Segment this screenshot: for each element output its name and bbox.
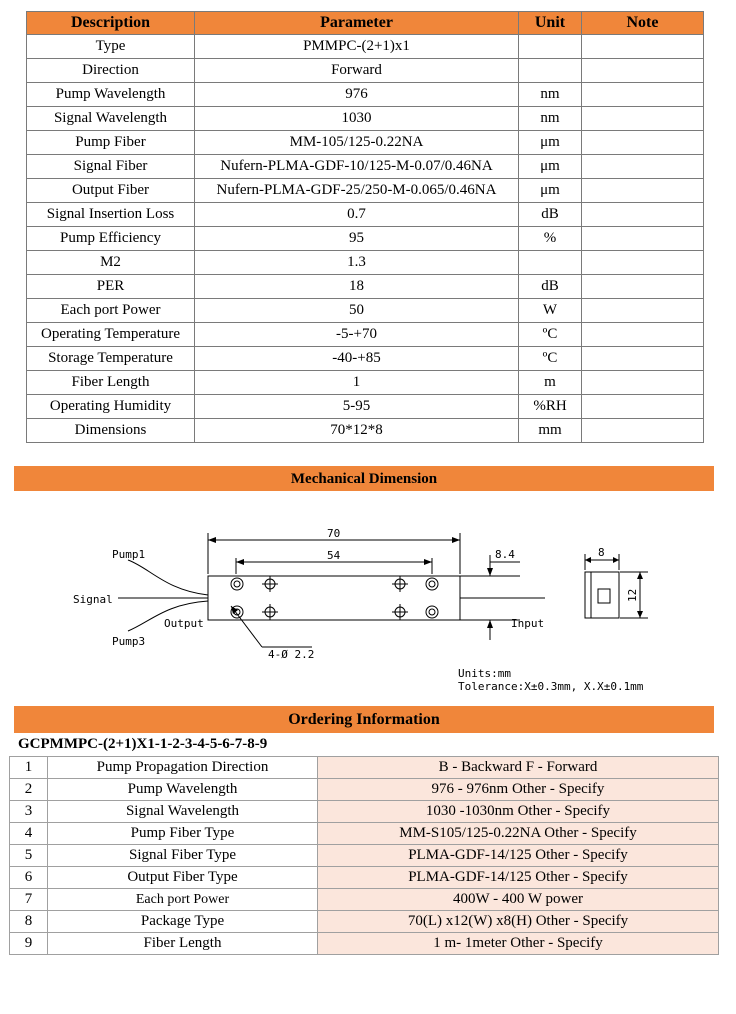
ordering-number-cell: 4 [10, 823, 48, 845]
spec-note-cell [582, 155, 704, 179]
spec-row [27, 323, 704, 347]
ordering-number-cell: 1 [10, 757, 48, 779]
spec-description-cell: Type [27, 35, 195, 59]
holes-label: 4-Ø 2.2 [268, 648, 315, 661]
spec-note-cell [582, 179, 704, 203]
dim-54-label: 54 [327, 549, 341, 562]
spec-parameter-cell: -5-+70 [195, 323, 519, 347]
spec-row [27, 275, 704, 299]
spec-parameter-cell: 1030 [195, 107, 519, 131]
spec-parameter-cell: 95 [195, 227, 519, 251]
spec-note-cell [582, 371, 704, 395]
ordering-value-cell: 400W - 400 W power [318, 889, 719, 911]
spec-row [27, 347, 704, 371]
ordering-name-cell: Signal Wavelength [48, 801, 318, 823]
ordering-name-cell: Pump Fiber Type [48, 823, 318, 845]
spec-note-cell [582, 59, 704, 83]
ordering-row [10, 889, 719, 911]
ordering-value-cell: PLMA-GDF-14/125 Other - Specify [318, 867, 719, 889]
spec-unit-cell [519, 251, 582, 275]
ordering-value-cell: 1030 -1030nm Other - Specify [318, 801, 719, 823]
spec-description-cell: Operating Temperature [27, 323, 195, 347]
spec-unit-cell: dB [519, 275, 582, 299]
pump3-label: Pump3 [112, 635, 146, 648]
spec-description-cell: Fiber Length [27, 371, 195, 395]
ordering-value-cell: MM-S105/125-0.22NA Other - Specify [318, 823, 719, 845]
header-parameter: Parameter [195, 12, 519, 35]
spec-unit-cell: % [519, 227, 582, 251]
spec-unit-cell: dB [519, 203, 582, 227]
spec-description-cell: PER [27, 275, 195, 299]
spec-row [27, 395, 704, 419]
spec-description-cell: Storage Temperature [27, 347, 195, 371]
spec-parameter-cell: MM-105/125-0.22NA [195, 131, 519, 155]
spec-unit-cell: nm [519, 83, 582, 107]
spec-description-cell: Operating Humidity [27, 395, 195, 419]
dim-8-label: 8 [598, 546, 605, 559]
spec-description-cell: Signal Fiber [27, 155, 195, 179]
package-body [208, 576, 460, 620]
units-label: Units:mm [458, 667, 511, 680]
spec-parameter-cell: PMMPC-(2+1)x1 [195, 35, 519, 59]
header-note: Note [582, 12, 704, 35]
spec-parameter-cell: 1.3 [195, 251, 519, 275]
ordering-number-cell: 5 [10, 845, 48, 867]
header-unit: Unit [519, 12, 582, 35]
spec-row [27, 107, 704, 131]
spec-parameter-cell: 70*12*8 [195, 419, 519, 443]
ordering-value-cell: 70(L) x12(W) x8(H) Other - Specify [318, 911, 719, 933]
spec-description-cell: Dimensions [27, 419, 195, 443]
spec-note-cell [582, 323, 704, 347]
spec-description-cell: Each port Power [27, 299, 195, 323]
spec-row [27, 299, 704, 323]
spec-row [27, 59, 704, 83]
ordering-row [10, 845, 719, 867]
spec-note-cell [582, 83, 704, 107]
tolerance-label: Tolerance:X±0.3mm, X.X±0.1mm [458, 680, 644, 693]
spec-note-cell [582, 131, 704, 155]
ordering-value-cell: PLMA-GDF-14/125 Other - Specify [318, 845, 719, 867]
ordering-row [10, 823, 719, 845]
input-label: Input [511, 617, 545, 630]
spec-unit-cell [519, 35, 582, 59]
spec-row [27, 419, 704, 443]
spec-note-cell [582, 275, 704, 299]
ordering-number-cell: 9 [10, 933, 48, 955]
ordering-name-cell: Pump Propagation Direction [48, 757, 318, 779]
header-description: Description [27, 12, 195, 35]
ordering-number-cell: 7 [10, 889, 48, 911]
spec-row [27, 35, 704, 59]
spec-description-cell: Signal Wavelength [27, 107, 195, 131]
spec-row [27, 251, 704, 275]
spec-row [27, 203, 704, 227]
spec-parameter-cell: 0.7 [195, 203, 519, 227]
spec-unit-cell: ºC [519, 347, 582, 371]
ordering-name-cell: Package Type [48, 911, 318, 933]
spec-parameter-cell: 18 [195, 275, 519, 299]
ordering-name-cell: Pump Wavelength [48, 779, 318, 801]
spec-note-cell [582, 35, 704, 59]
ordering-row [10, 801, 719, 823]
ordering-name-cell: Each port Power [48, 889, 318, 911]
ordering-code: GCPMMPC-(2+1)X1-1-2-3-4-5-6-7-8-9 [18, 736, 268, 752]
spec-unit-cell: W [519, 299, 582, 323]
dim-8-4-label: 8.4 [495, 548, 515, 561]
spec-note-cell [582, 251, 704, 275]
spec-parameter-cell: 1 [195, 371, 519, 395]
ordering-row [10, 779, 719, 801]
ordering-name-cell: Output Fiber Type [48, 867, 318, 889]
spec-description-cell: Pump Efficiency [27, 227, 195, 251]
spec-header-row [27, 12, 704, 35]
ordering-number-cell: 3 [10, 801, 48, 823]
spec-parameter-cell: Nufern-PLMA-GDF-10/125-M-0.07/0.46NA [195, 155, 519, 179]
spec-note-cell [582, 347, 704, 371]
spec-unit-cell: %RH [519, 395, 582, 419]
ordering-row [10, 911, 719, 933]
spec-row [27, 179, 704, 203]
spec-unit-cell: nm [519, 107, 582, 131]
end-view [585, 572, 619, 618]
spec-parameter-cell: Forward [195, 59, 519, 83]
ordering-information-title: Ordering Information [14, 706, 714, 733]
output-label: Output [164, 617, 204, 630]
spec-row [27, 155, 704, 179]
ordering-row [10, 757, 719, 779]
mount-holes [231, 576, 438, 620]
dim-70-label: 70 [327, 527, 341, 540]
spec-unit-cell: μm [519, 155, 582, 179]
ordering-number-cell: 8 [10, 911, 48, 933]
spec-row [27, 227, 704, 251]
spec-unit-cell: μm [519, 131, 582, 155]
spec-unit-cell: m [519, 371, 582, 395]
spec-parameter-cell: 5-95 [195, 395, 519, 419]
spec-row [27, 371, 704, 395]
spec-note-cell [582, 107, 704, 131]
spec-note-cell [582, 227, 704, 251]
spec-note-cell [582, 299, 704, 323]
ordering-value-cell: 1 m- 1meter Other - Specify [318, 933, 719, 955]
ordering-value-cell: 976 - 976nm Other - Specify [318, 779, 719, 801]
spec-note-cell [582, 203, 704, 227]
spec-unit-cell: μm [519, 179, 582, 203]
spec-description-cell: Pump Fiber [27, 131, 195, 155]
spec-unit-cell: ºC [519, 323, 582, 347]
spec-table [26, 11, 704, 443]
spec-unit-cell [519, 59, 582, 83]
spec-description-cell: Signal Insertion Loss [27, 203, 195, 227]
spec-description-cell: Output Fiber [27, 179, 195, 203]
spec-note-cell [582, 419, 704, 443]
mechanical-dimension-title: Mechanical Dimension [14, 466, 714, 491]
ordering-number-cell: 6 [10, 867, 48, 889]
spec-description-cell: Direction [27, 59, 195, 83]
spec-row [27, 131, 704, 155]
spec-description-cell: M2 [27, 251, 195, 275]
spec-description-cell: Pump Wavelength [27, 83, 195, 107]
ordering-name-cell: Signal Fiber Type [48, 845, 318, 867]
spec-parameter-cell: 50 [195, 299, 519, 323]
ordering-table [9, 756, 719, 955]
spec-parameter-cell: Nufern-PLMA-GDF-25/250-M-0.065/0.46NA [195, 179, 519, 203]
ordering-row [10, 933, 719, 955]
ordering-row [10, 867, 719, 889]
signal-label: Signal [73, 593, 113, 606]
ordering-value-cell: B - Backward F - Forward [318, 757, 719, 779]
pump1-label: Pump1 [112, 548, 146, 561]
mechanical-drawing [0, 500, 736, 700]
pump1-fiber [128, 560, 208, 595]
spec-parameter-cell: 976 [195, 83, 519, 107]
ordering-name-cell: Fiber Length [48, 933, 318, 955]
spec-unit-cell: mm [519, 419, 582, 443]
dim-12-label: 12 [626, 588, 639, 602]
ordering-number-cell: 2 [10, 779, 48, 801]
spec-row [27, 83, 704, 107]
spec-parameter-cell: -40-+85 [195, 347, 519, 371]
spec-note-cell [582, 395, 704, 419]
